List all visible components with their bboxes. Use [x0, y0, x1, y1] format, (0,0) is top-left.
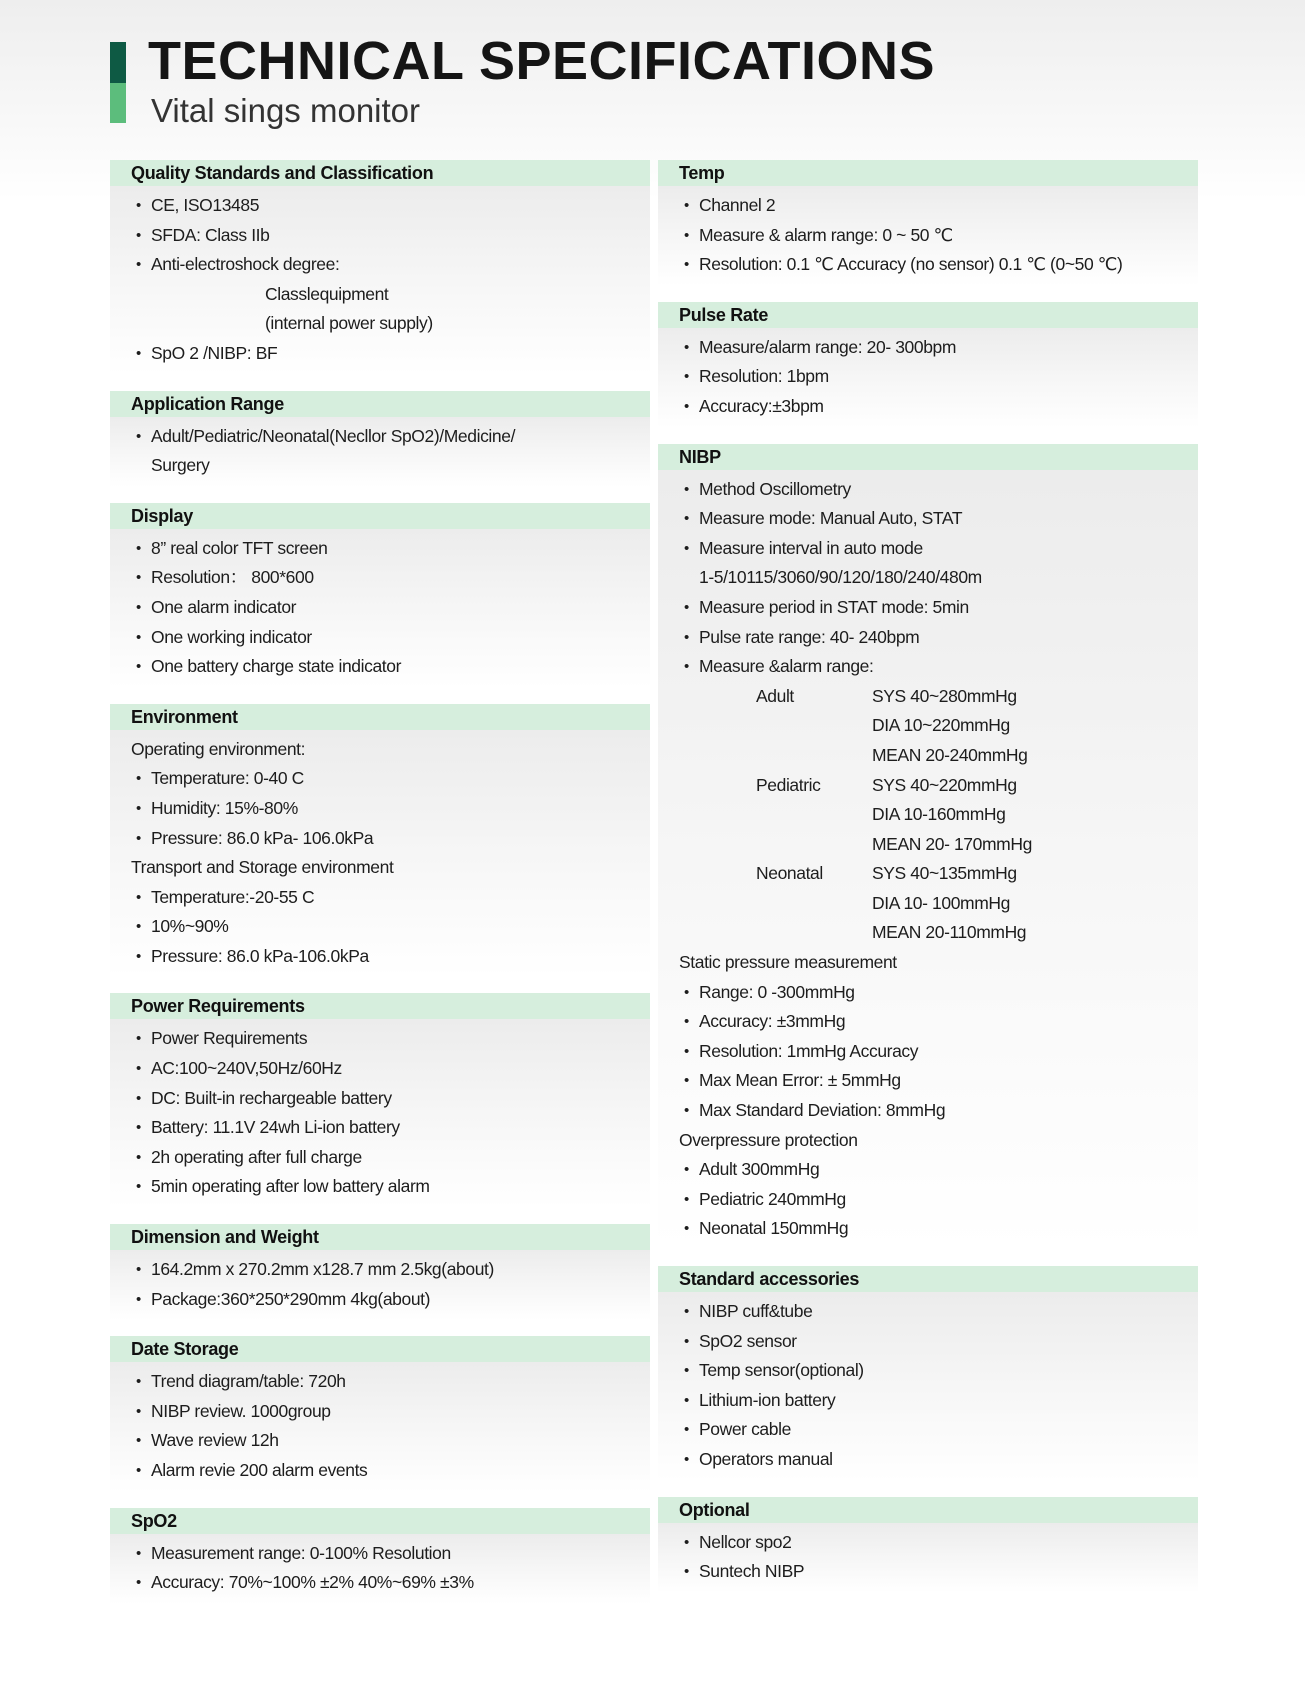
- nibp-range-row: [658, 859, 1198, 889]
- spec-item: • 8” real color TFT screen: [110, 534, 650, 564]
- spec-item: • Resolution: 0.1 ℃ Accuracy (no sensor) 0.1 ℃ (0~50 ℃): [658, 250, 1198, 280]
- spec-item: • Measure period in STAT mode: 5min: [658, 593, 1198, 623]
- patient-type-label: Neonatal: [756, 863, 823, 884]
- spec-item: • NIBP cuff&tube: [658, 1297, 1198, 1327]
- section-heading: Standard accessories: [658, 1266, 1198, 1292]
- section-heading: Display: [110, 503, 650, 529]
- section-body: [110, 730, 650, 978]
- spec-section-pulse-rate: [658, 302, 1198, 428]
- spec-item: • Measure &alarm range:: [658, 652, 1198, 682]
- spec-item: • Temperature: 0-40 C: [110, 764, 650, 794]
- spec-item: • Nellcor spo2: [658, 1528, 1198, 1558]
- spec-item: • Humidity: 15%-80%: [110, 794, 650, 824]
- section-heading: Power Requirements: [110, 993, 650, 1019]
- page-title: TECHNICAL SPECIFICATIONS: [148, 31, 936, 91]
- spec-item: Surgery: [151, 455, 210, 476]
- section-body: [110, 1362, 650, 1491]
- spec-item: • SFDA: Class IIb: [110, 221, 650, 251]
- section-body: [110, 1019, 650, 1208]
- spec-item: • Measure & alarm range: 0 ~ 50 ℃: [658, 221, 1198, 251]
- section-heading: Date Storage: [110, 1336, 650, 1362]
- spec-item: • 10%~90%: [110, 912, 650, 942]
- spec-item: • Battery: 11.1V 24wh Li-ion battery: [110, 1113, 650, 1143]
- spec-subheading: Transport and Storage environment: [131, 857, 394, 878]
- spec-item: • Pulse rate range: 40- 240bpm: [658, 623, 1198, 653]
- spec-item: • Pediatric 240mmHg: [658, 1185, 1198, 1215]
- pressure-range-value: SYS 40~280mmHg: [872, 685, 1017, 706]
- section-heading: Temp: [658, 160, 1198, 186]
- section-body: [110, 529, 650, 688]
- nibp-range-row: [658, 889, 1198, 919]
- section-heading: Environment: [110, 704, 650, 730]
- spec-item: • Alarm revie 200 alarm events: [110, 1456, 650, 1486]
- section-heading: Quality Standards and Classification: [110, 160, 650, 186]
- spec-item: • Resolution: 1mmHg Accuracy: [658, 1037, 1198, 1067]
- section-body: [658, 1523, 1198, 1593]
- spec-subheading: Operating environment:: [131, 738, 306, 759]
- spec-item: • Anti-electroshock degree:: [110, 250, 650, 280]
- spec-item: • Package:360*250*290mm 4kg(about): [110, 1285, 650, 1315]
- spec-item: • DC: Built-in rechargeable battery: [110, 1084, 650, 1114]
- pressure-range-value: DIA 10-160mmHg: [872, 804, 1006, 825]
- spec-item: • Pressure: 86.0 kPa- 106.0kPa: [110, 824, 650, 854]
- nibp-range-row: [658, 741, 1198, 771]
- section-body: [110, 1250, 650, 1320]
- spec-subheading: Overpressure protection: [679, 1129, 858, 1150]
- spec-item: • Channel 2: [658, 191, 1198, 221]
- title-accent-bar-light: [110, 83, 126, 123]
- nibp-range-row: [658, 800, 1198, 830]
- pressure-range-value: SYS 40~135mmHg: [872, 863, 1017, 884]
- spec-item: • One working indicator: [110, 623, 650, 653]
- patient-type-label: Adult: [756, 685, 794, 706]
- spec-item: • Measure interval in auto mode: [658, 534, 1198, 564]
- page-subtitle: Vital sings monitor: [151, 92, 421, 129]
- spec-item: • Measurement range: 0-100% Resolution: [110, 1539, 650, 1569]
- spec-item: • 2h operating after full charge: [110, 1143, 650, 1173]
- spec-item: • Lithium-ion battery: [658, 1386, 1198, 1416]
- pressure-range-value: DIA 10- 100mmHg: [872, 892, 1010, 913]
- section-body: [658, 470, 1198, 1250]
- spec-item: • Neonatal 150mmHg: [658, 1214, 1198, 1244]
- nibp-range-row: [658, 918, 1198, 948]
- spec-item: • Wave review 12h: [110, 1426, 650, 1456]
- right-column: [658, 160, 1198, 1609]
- spec-item: • SpO2 sensor: [658, 1327, 1198, 1357]
- spec-item: • Power cable: [658, 1415, 1198, 1445]
- pressure-range-value: MEAN 20-240mmHg: [872, 744, 1028, 765]
- spec-item: • Accuracy: 70%~100% ±2% 40%~69% ±3%: [110, 1568, 650, 1598]
- spec-item: • One alarm indicator: [110, 593, 650, 623]
- spec-item: • Max Mean Error: ± 5mmHg: [658, 1066, 1198, 1096]
- spec-section-application-range: [110, 391, 650, 487]
- spec-item: • AC:100~240V,50Hz/60Hz: [110, 1054, 650, 1084]
- spec-item: • Suntech NIBP: [658, 1557, 1198, 1587]
- section-heading: Application Range: [110, 391, 650, 417]
- title-accent-bar-dark: [110, 42, 126, 83]
- spec-item: • SpO 2 /NIBP: BF: [110, 339, 650, 369]
- spec-item: • Accuracy: ±3mmHg: [658, 1007, 1198, 1037]
- spec-item: • Temperature:-20-55 C: [110, 883, 650, 913]
- pressure-range-value: DIA 10~220mmHg: [872, 715, 1010, 736]
- spec-item: Classlequipment: [265, 283, 389, 304]
- spec-section-nibp: [658, 444, 1198, 1250]
- spec-item: • Resolution： 800*600: [110, 563, 650, 593]
- section-body: [658, 1292, 1198, 1481]
- pressure-range-value: MEAN 20- 170mmHg: [872, 833, 1032, 854]
- spec-item: • Trend diagram/table: 720h: [110, 1367, 650, 1397]
- patient-type-label: Pediatric: [756, 774, 821, 795]
- section-body: [658, 186, 1198, 286]
- spec-item: • CE, ISO13485: [110, 191, 650, 221]
- spec-item: • Range: 0 -300mmHg: [658, 978, 1198, 1008]
- section-body: [110, 417, 650, 487]
- nibp-range-row: [658, 711, 1198, 741]
- nibp-range-row: [658, 771, 1198, 801]
- spec-item: • Method Oscillometry: [658, 475, 1198, 505]
- spec-section-temp: [658, 160, 1198, 286]
- pressure-range-value: SYS 40~220mmHg: [872, 774, 1017, 795]
- nibp-range-row: [658, 830, 1198, 860]
- spec-item: • Power Requirements: [110, 1024, 650, 1054]
- spec-section-date-storage: [110, 1336, 650, 1491]
- spec-subheading: Static pressure measurement: [679, 952, 897, 973]
- spec-item: • One battery charge state indicator: [110, 652, 650, 682]
- spec-section-spo2: [110, 1508, 650, 1604]
- spec-item: • Accuracy:±3bpm: [658, 392, 1198, 422]
- spec-section-power-requirements: [110, 993, 650, 1208]
- spec-section-environment: [110, 704, 650, 978]
- section-body: [110, 1534, 650, 1604]
- spec-item: • Resolution: 1bpm: [658, 362, 1198, 392]
- spec-item: • 164.2mm x 270.2mm x128.7 mm 2.5kg(about): [110, 1255, 650, 1285]
- spec-item: • Measure/alarm range: 20- 300bpm: [658, 333, 1198, 363]
- spec-item: • Adult 300mmHg: [658, 1155, 1198, 1185]
- spec-section-quality-standards-and-classification: [110, 160, 650, 375]
- spec-item: • Pressure: 86.0 kPa-106.0kPa: [110, 942, 650, 972]
- section-heading: SpO2: [110, 1508, 650, 1534]
- nibp-range-row: [658, 682, 1198, 712]
- section-heading: Pulse Rate: [658, 302, 1198, 328]
- spec-item: • Adult/Pediatric/Neonatal(Necllor SpO2)/Medicine/: [110, 422, 650, 452]
- spec-item: • Operators manual: [658, 1445, 1198, 1475]
- spec-item: • Temp sensor(optional): [658, 1356, 1198, 1386]
- section-heading: NIBP: [658, 444, 1198, 470]
- spec-section-optional: [658, 1497, 1198, 1593]
- section-heading: Optional: [658, 1497, 1198, 1523]
- section-body: [658, 328, 1198, 428]
- pressure-range-value: MEAN 20-110mmHg: [872, 922, 1027, 943]
- spec-item: • Measure mode: Manual Auto, STAT: [658, 504, 1198, 534]
- spec-section-dimension-and-weight: [110, 1224, 650, 1320]
- section-heading: Dimension and Weight: [110, 1224, 650, 1250]
- spec-item: • 5min operating after low battery alarm: [110, 1172, 650, 1202]
- spec-item: (internal power supply): [265, 313, 433, 334]
- spec-section-standard-accessories: [658, 1266, 1198, 1481]
- spec-item: 1-5/10115/3060/90/120/180/240/480m: [699, 567, 982, 588]
- spec-item: • NIBP review. 1000group: [110, 1397, 650, 1427]
- section-body: [110, 186, 650, 375]
- left-column: [110, 160, 650, 1620]
- spec-section-display: [110, 503, 650, 688]
- spec-item: • Max Standard Deviation: 8mmHg: [658, 1096, 1198, 1126]
